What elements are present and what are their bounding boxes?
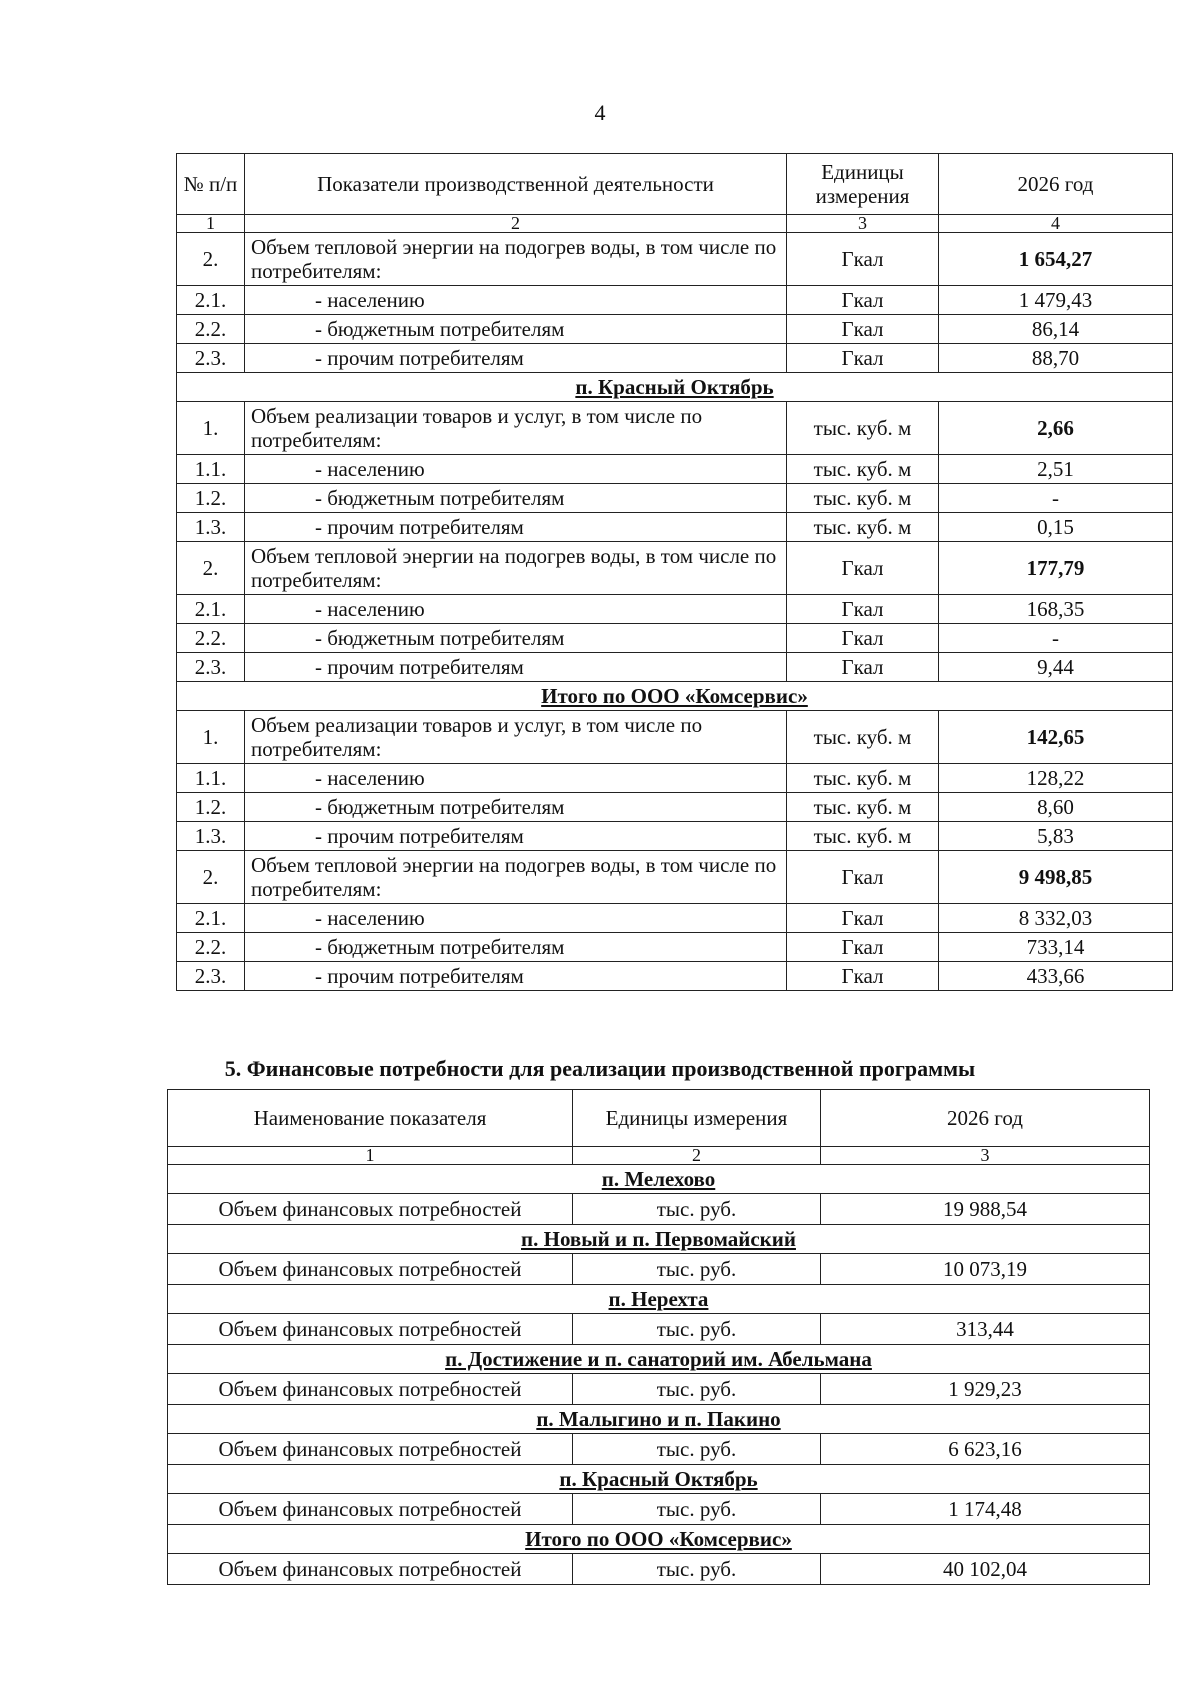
table-row [177,851,1173,904]
row-indicator: - прочим потребителям [245,344,787,373]
row-value: - [939,484,1173,513]
table-row [177,455,1173,484]
row-number: 2.3. [177,653,245,682]
table-row [168,1554,1150,1585]
table-row [168,1314,1150,1345]
header-year: 2026 год [821,1090,1150,1147]
row-number: 1. [177,402,245,455]
row-indicator: - населению [245,286,787,315]
header-unit: Единицы измерения [787,154,939,215]
row-value: 8 332,03 [939,904,1173,933]
row-unit: тыс. куб. м [787,711,939,764]
table-row [177,962,1173,991]
row-unit: Гкал [787,962,939,991]
header-unit: Единицы измерения [573,1090,821,1147]
row-unit: тыс. куб. м [787,764,939,793]
row-value: 1 479,43 [939,286,1173,315]
row-number: 1.3. [177,822,245,851]
row-value: 1 929,23 [821,1374,1150,1405]
header-number: № п/п [177,154,245,215]
header-year: 2026 год [939,154,1173,215]
table-row [177,513,1173,542]
row-unit: Гкал [787,542,939,595]
row-number: 2.1. [177,904,245,933]
row-indicator: - прочим потребителям [245,513,787,542]
row-indicator: - бюджетным потребителям [245,315,787,344]
row-unit: Гкал [787,344,939,373]
table-row [177,484,1173,513]
table-row [177,653,1173,682]
col-index: 2 [573,1147,821,1165]
row-value: 177,79 [939,542,1173,595]
table2-header-row [168,1090,1150,1147]
row-unit: тыс. куб. м [787,822,939,851]
row-unit: тыс. куб. м [787,793,939,822]
row-unit: Гкал [787,933,939,962]
row-indicator: Объем финансовых потребностей [168,1254,573,1285]
header-indicator-name: Наименование показателя [168,1090,573,1147]
section-row [168,1225,1150,1254]
row-unit: Гкал [787,653,939,682]
header-indicator: Показатели производственной деятельности [245,154,787,215]
table-row [168,1434,1150,1465]
row-indicator: - населению [245,455,787,484]
table-row [177,233,1173,286]
row-indicator: - бюджетным потребителям [245,624,787,653]
row-unit: Гкал [787,315,939,344]
table-row [168,1194,1150,1225]
section-row [177,682,1173,711]
row-value: 10 073,19 [821,1254,1150,1285]
row-unit: Гкал [787,286,939,315]
row-number: 2.2. [177,624,245,653]
row-unit: тыс. руб. [573,1194,821,1225]
section-5-title: 5. Финансовые потребности для реализации производственной программы [224,1056,976,1081]
row-indicator: Объем тепловой энергии на подогрев воды, в том числе по потребителям: [245,233,787,286]
row-number: 2. [177,542,245,595]
row-indicator: Объем финансовых потребностей [168,1194,573,1225]
section-title: п. Достижение и п. санаторий им. Абельмана [168,1345,1150,1374]
row-number: 2.1. [177,286,245,315]
row-indicator: Объем тепловой энергии на подогрев воды, в том числе по потребителям: [245,542,787,595]
row-value: 2,66 [939,402,1173,455]
section-row [168,1285,1150,1314]
section-row [168,1465,1150,1494]
col-index: 3 [787,215,939,233]
section-title: п. Нерехта [168,1285,1150,1314]
section-title: Итого по ООО «Комсервис» [168,1525,1150,1554]
row-value: 733,14 [939,933,1173,962]
row-unit: Гкал [787,904,939,933]
row-value: 433,66 [939,962,1173,991]
row-indicator: Объем финансовых потребностей [168,1554,573,1585]
page-number: 4 [594,100,606,125]
row-number: 1.3. [177,513,245,542]
section-title: п. Красный Октябрь [177,373,1173,402]
row-number: 1. [177,711,245,764]
row-unit: Гкал [787,851,939,904]
row-value: 0,15 [939,513,1173,542]
row-unit: Гкал [787,233,939,286]
table-row [177,711,1173,764]
row-indicator: - прочим потребителям [245,653,787,682]
section-row [168,1345,1150,1374]
col-index: 4 [939,215,1173,233]
row-indicator: - бюджетным потребителям [245,793,787,822]
row-unit: тыс. руб. [573,1494,821,1525]
row-number: 2.2. [177,933,245,962]
section-title: п. Малыгино и п. Пакино [168,1405,1150,1434]
row-value: 86,14 [939,315,1173,344]
row-indicator: - бюджетным потребителям [245,933,787,962]
financial-needs-table [167,1089,1150,1585]
row-value: 142,65 [939,711,1173,764]
table-row [177,344,1173,373]
section-row [168,1165,1150,1194]
row-value: 40 102,04 [821,1554,1150,1585]
row-unit: тыс. руб. [573,1374,821,1405]
section-title: п. Мелехово [168,1165,1150,1194]
row-value: 19 988,54 [821,1194,1150,1225]
table-row [168,1374,1150,1405]
row-unit: тыс. куб. м [787,484,939,513]
section-row [168,1525,1150,1554]
row-value: 2,51 [939,455,1173,484]
row-indicator: Объем реализации товаров и услуг, в том числе по потребителям: [245,402,787,455]
row-number: 2.1. [177,595,245,624]
row-number: 2.2. [177,315,245,344]
col-index: 2 [245,215,787,233]
row-unit: тыс. руб. [573,1554,821,1585]
table-row [177,595,1173,624]
row-indicator: - прочим потребителям [245,822,787,851]
row-value: 168,35 [939,595,1173,624]
section-title: Итого по ООО «Комсервис» [177,682,1173,711]
table1-index-row [177,215,1173,233]
table-row [168,1254,1150,1285]
row-indicator: - населению [245,764,787,793]
row-indicator: - прочим потребителям [245,962,787,991]
row-indicator: Объем реализации товаров и услуг, в том числе по потребителям: [245,711,787,764]
row-value: 1 174,48 [821,1494,1150,1525]
row-unit: тыс. куб. м [787,513,939,542]
col-index: 3 [821,1147,1150,1165]
row-indicator: - населению [245,904,787,933]
row-indicator: - населению [245,595,787,624]
table-row [177,315,1173,344]
row-unit: тыс. руб. [573,1434,821,1465]
table-row [177,793,1173,822]
row-number: 1.1. [177,455,245,484]
table1-header-row [177,154,1173,215]
table-row [177,764,1173,793]
section-row [168,1405,1150,1434]
row-indicator: Объем финансовых потребностей [168,1494,573,1525]
row-unit: тыс. руб. [573,1254,821,1285]
table-row [177,542,1173,595]
col-index: 1 [177,215,245,233]
row-number: 1.1. [177,764,245,793]
row-value: 313,44 [821,1314,1150,1345]
row-indicator: Объем тепловой энергии на подогрев воды, в том числе по потребителям: [245,851,787,904]
table-row [177,933,1173,962]
section-row [177,373,1173,402]
table-row [177,904,1173,933]
row-unit: Гкал [787,624,939,653]
section-title: п. Новый и п. Первомайский [168,1225,1150,1254]
row-value: 9 498,85 [939,851,1173,904]
row-number: 2. [177,851,245,904]
row-unit: тыс. куб. м [787,455,939,484]
row-unit: Гкал [787,595,939,624]
row-number: 1.2. [177,484,245,513]
section-title: п. Красный Октябрь [168,1465,1150,1494]
row-value: 5,83 [939,822,1173,851]
row-value: 88,70 [939,344,1173,373]
row-value: - [939,624,1173,653]
row-number: 1.2. [177,793,245,822]
row-value: 128,22 [939,764,1173,793]
row-indicator: Объем финансовых потребностей [168,1374,573,1405]
col-index: 1 [168,1147,573,1165]
row-number: 2.3. [177,344,245,373]
row-unit: тыс. куб. м [787,402,939,455]
table-row [168,1494,1150,1525]
row-indicator: Объем финансовых потребностей [168,1314,573,1345]
table-row [177,402,1173,455]
row-number: 2.3. [177,962,245,991]
table-row [177,286,1173,315]
table-row [177,624,1173,653]
row-number: 2. [177,233,245,286]
row-value: 9,44 [939,653,1173,682]
row-value: 6 623,16 [821,1434,1150,1465]
row-indicator: - бюджетным потребителям [245,484,787,513]
production-indicators-table [176,153,1173,991]
table-row [177,822,1173,851]
table2-index-row [168,1147,1150,1165]
row-value: 1 654,27 [939,233,1173,286]
row-value: 8,60 [939,793,1173,822]
row-indicator: Объем финансовых потребностей [168,1434,573,1465]
row-unit: тыс. руб. [573,1314,821,1345]
